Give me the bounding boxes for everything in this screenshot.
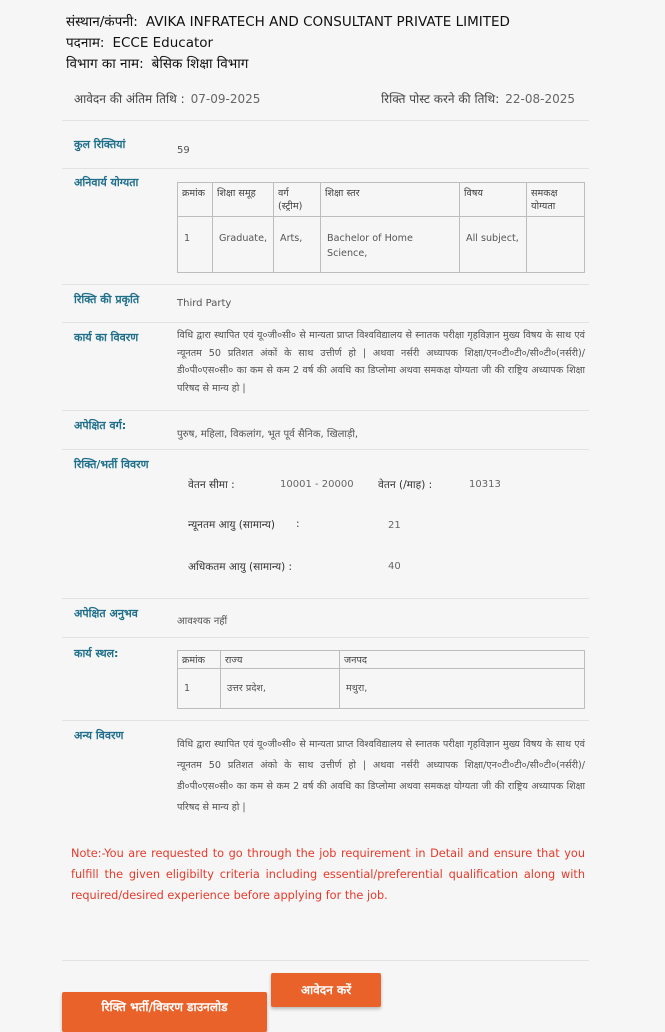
divider bbox=[62, 120, 589, 121]
workplace-label: कार्य स्थल: bbox=[74, 647, 119, 660]
divider bbox=[62, 410, 589, 411]
job-description-label: कार्य का विवरण bbox=[74, 331, 139, 344]
divider bbox=[62, 322, 589, 323]
divider bbox=[62, 598, 589, 599]
table-cell: उत्तर प्रदेश, bbox=[221, 669, 340, 709]
qualification-label: अनिवार्य योग्यता bbox=[74, 176, 139, 189]
table-row bbox=[178, 669, 585, 709]
table-row bbox=[178, 217, 585, 273]
post-value: ECCE Educator bbox=[112, 35, 214, 51]
table-cell: Arts, bbox=[274, 217, 321, 273]
min-age-value: 21 bbox=[388, 520, 401, 531]
divider bbox=[62, 449, 589, 450]
salary-range-value: 10001 - 20000 bbox=[280, 479, 354, 490]
divider bbox=[62, 168, 589, 169]
divider bbox=[62, 960, 589, 961]
post-date-value: 22-08-2025 bbox=[505, 92, 575, 106]
last-date-label: आवेदन की अंतिम तिथि : bbox=[74, 92, 185, 106]
table-cell: मथुरा, bbox=[340, 669, 585, 709]
min-age-colon: : bbox=[296, 518, 300, 530]
max-age-value: 40 bbox=[388, 561, 401, 572]
post-row bbox=[66, 33, 213, 51]
qualification-col-subject: विषय bbox=[460, 183, 527, 217]
table-cell: 1 bbox=[178, 669, 221, 709]
table-cell: 1 bbox=[178, 217, 213, 273]
qualification-col-level: शिक्षा स्तर bbox=[321, 183, 460, 217]
qualification-table bbox=[177, 182, 585, 273]
other-details-label: अन्य विवरण bbox=[74, 729, 124, 742]
workplace-col-district: जनपद bbox=[340, 651, 585, 669]
expected-category-value: पुरुष, महिला, विकलांग, भूत पूर्व सैनिक, खिलाड़ी, bbox=[177, 429, 359, 440]
experience-label: अपेक्षित अनुभव bbox=[74, 607, 138, 620]
post-date bbox=[381, 90, 575, 107]
company-value: AVIKA INFRATECH AND CONSULTANT PRIVATE LIMITED bbox=[145, 14, 510, 30]
company-label: संस्थान/कंपनी: bbox=[66, 14, 138, 30]
workplace-col-serial: क्रमांक bbox=[178, 651, 221, 669]
post-label: पदनाम: bbox=[66, 35, 105, 51]
company-row bbox=[66, 12, 510, 30]
recruitment-label: रिक्ति/भर्ती विवरण bbox=[74, 458, 149, 471]
salary-label: वेतन (/माह) : bbox=[378, 479, 433, 491]
job-description-text: विधि द्वारा स्थापित एवं यू०जी०सी० से मान्यता प्राप्त विश्वविद्यालय से स्नातक परीक्षा गृहविज्ञान मुख्य विषय के साथ एवं न्यूनतम 50 प्रतिशत अंकों के साथ उत्तीर्ण हो | अथवा नर्सरी अध्यापक शिक्षा/एन०टी०टी०/सी०टी०(नर्सरी)/ डी०पी०एस०सी० का कम से कम 2 वर्ष की अवधि का डिप्लोमा अथवा समकक्ष योग्यता जी की राष्ट्रिय अध्यापक शिक्षा परिषद से मान्य हो | bbox=[177, 330, 585, 394]
workplace-table-header bbox=[178, 651, 585, 669]
table-cell: Graduate, bbox=[213, 217, 274, 273]
department-row bbox=[66, 54, 248, 72]
qualification-col-group: शिक्षा समूह bbox=[213, 183, 274, 217]
workplace-table bbox=[177, 650, 585, 709]
min-age-label: न्यूनतम आयु (सामान्य) bbox=[188, 519, 275, 531]
last-date-value: 07-09-2025 bbox=[190, 92, 261, 106]
experience-value: आवश्यक नहीं bbox=[177, 616, 228, 627]
salary-value: 10313 bbox=[469, 479, 501, 490]
other-details-text: विधि द्वारा स्थापित एवं यू०जी०सी० से मान्यता प्राप्त विश्वविद्यालय से स्नातक परीक्षा गृहविज्ञान मुख्य विषय के साथ एवं न्यूनतम 50 प्रतिशत अंको के साथ उत्तीर्ण हो | अथवा नर्सरी अध्यापक शिक्षा/एन०टी०टी०/सी०टी०(नर्सरी)/ डी०पी०एस०सी० का कम से कम 2 वर्ष की अवधि का डिप्लोमा अथवा समकक्ष योग्यता जी की राष्ट्रिय अध्यापक शिक्षा परिषद से मान्य हो | bbox=[177, 739, 585, 813]
table-cell bbox=[527, 217, 585, 273]
vacancy-nature-label: रिक्ति की प्रकृति bbox=[74, 293, 140, 306]
qualification-col-stream: वर्ग (स्ट्रीम) bbox=[274, 183, 321, 217]
dates-row bbox=[74, 90, 575, 107]
vacancy-nature-value: Third Party bbox=[177, 298, 232, 309]
qualification-col-serial: क्रमांक bbox=[178, 183, 213, 217]
max-age-label: अधिकतम आयु (सामान्य) : bbox=[188, 561, 293, 573]
table-cell: Bachelor of Home Science, bbox=[321, 217, 460, 273]
divider bbox=[62, 284, 589, 285]
total-vacancies-value: 59 bbox=[177, 145, 190, 156]
expected-category-label: अपेक्षित वर्ग: bbox=[74, 419, 127, 432]
qualification-table-header bbox=[178, 183, 585, 217]
department-label: विभाग का नाम: bbox=[66, 56, 144, 72]
divider bbox=[62, 720, 589, 721]
salary-range-label: वेतन सीमा : bbox=[188, 479, 235, 491]
eligibility-note: Note:-You are requested to go through the job requirement in Detail and ensure that you fulfill the given eligibilty criteria including essential/preferential qualification along with required/desired experience before applying for the job. bbox=[71, 847, 585, 902]
workplace-col-state: राज्य bbox=[221, 651, 340, 669]
total-vacancies-label: कुल रिक्तियां bbox=[74, 138, 126, 151]
post-date-label: रिक्ति पोस्ट करने की तिथि: bbox=[381, 92, 500, 106]
department-value: बेसिक शिक्षा विभाग bbox=[151, 56, 249, 72]
apply-button[interactable]: आवेदन करें bbox=[271, 973, 381, 1007]
qualification-col-equivalent: समकक्ष योग्यता bbox=[527, 183, 585, 217]
table-cell: All subject, bbox=[460, 217, 527, 273]
divider bbox=[62, 637, 589, 638]
download-vacancy-details-button[interactable]: रिक्ति भर्ती/विवरण डाउनलोड bbox=[62, 992, 267, 1032]
